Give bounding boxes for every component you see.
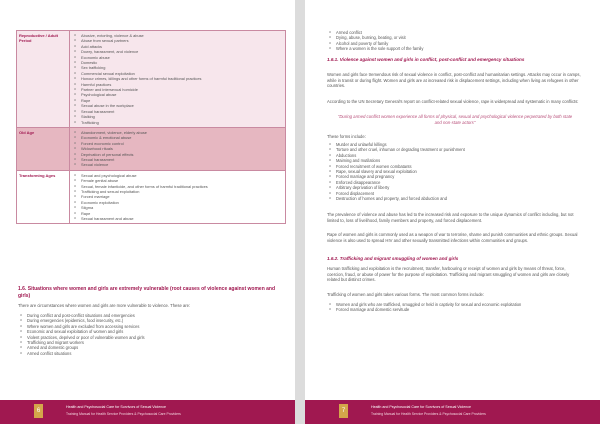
list-item: o Maiming and mutilations bbox=[327, 158, 582, 163]
list-item: o Economic & emotional abuse bbox=[72, 135, 283, 140]
list-item: o Torture and other cruel, inhuman or degrading treatment or punishment bbox=[327, 147, 582, 152]
list-item: o During emergencies (epidemics, food insecurity, etc.) bbox=[18, 318, 278, 323]
footer-title: Health and Psychosocial Care for Survivors of Sexual Violence bbox=[371, 405, 472, 409]
list-item: o Armed and domestic groups bbox=[18, 345, 278, 350]
list-item: o Armed conflict bbox=[327, 30, 582, 35]
list-item: o Stalking bbox=[72, 114, 283, 119]
conflict-forms-list bbox=[327, 142, 582, 201]
list-item: o Sexual violence bbox=[72, 162, 283, 167]
list-item: o Abusive, extorting, violence & abuse bbox=[72, 33, 283, 38]
vulnerability-list bbox=[18, 313, 278, 356]
list-item: o Forced marriage bbox=[72, 194, 283, 199]
list-item: o Trafficking bbox=[72, 120, 283, 125]
table-row bbox=[17, 31, 286, 128]
weapon-of-war-paragraph: Rape of women and girls is commonly used as a weapon of war to terrorise, shame and punish communities and ethnic groups. Sexual violence is also used to spread HIV and other sexually transmitted infections within communities and groups. bbox=[327, 232, 578, 243]
list-item: o Forced displacement bbox=[327, 191, 582, 196]
list-item: o Violent practices, deprived or poor of vulnerable women and girls bbox=[18, 335, 278, 340]
list-item: o Sexual harassment bbox=[72, 109, 283, 114]
list-item: o During conflict and post-conflict situations and emergencies bbox=[18, 313, 278, 318]
list-item: o Sexual harassment and abuse bbox=[72, 216, 283, 221]
list-item: o Honour crimes, killings and other forms of harmful traditional practices bbox=[72, 76, 283, 81]
page-footer bbox=[305, 400, 600, 424]
list-item: o Domestic bbox=[72, 60, 283, 65]
list-item: o Abandonment, violence, elderly abuse bbox=[72, 130, 283, 135]
top-cause-list bbox=[327, 30, 582, 52]
list-item: o Arbitrary deprivation of liberty bbox=[327, 185, 582, 190]
list-item: o Deprivation of personal effects bbox=[72, 152, 283, 157]
list-item: o Where women and girls are excluded from accessing services bbox=[18, 324, 278, 329]
conflict-paragraph: Women and girls face tremendous risk of sexual violence in conflict, post-conflict and humanitarian settings. Attacks may occur in camps, while in transit or during flight. Women and girls are at increased risk in displacement settings, including when living as refugees in other countries. bbox=[327, 72, 581, 89]
list-item: o Female genital abuse bbox=[72, 178, 283, 183]
list-item: o Rape bbox=[72, 98, 283, 103]
violence-types-cell bbox=[70, 127, 286, 170]
trafficking-paragraph: Human trafficking and exploitation is the recruitment, transfer, harbouring or receipt of women and girls by means of threat, force, coercion, fraud, or abuse of power for the purpose of exploitation. Trafficking and migrant smuggling of women and girls are closely related but distinct crimes. bbox=[327, 266, 570, 283]
list-item: o Where a women is the sole support of the family bbox=[327, 46, 582, 51]
list-item: o Partner and intersexual homicide bbox=[72, 87, 283, 92]
list-item: o Armed conflict situations bbox=[18, 351, 278, 356]
violence-types-cell bbox=[70, 170, 286, 224]
list-item: o Stigma bbox=[72, 205, 283, 210]
list-item: o Enforced disappearance bbox=[327, 180, 582, 185]
subsection-heading-1-6-1: 1.6.1. Violence against women and girls in conflict, post-conflict and emergency situations bbox=[327, 57, 525, 62]
life-stage-label: Old Age bbox=[17, 127, 70, 170]
list-item: o Psychological abuse bbox=[72, 92, 283, 97]
list-item: o Economic abuse bbox=[72, 55, 283, 60]
table-row bbox=[17, 170, 286, 224]
subsection-heading-1-6-2: 1.6.2. Trafficking and migrant smuggling of women and girls bbox=[327, 256, 459, 261]
footer-title: Health and Psychosocial Care for Survivors of Sexual Violence bbox=[66, 405, 167, 409]
list-item: o Sex trafficking bbox=[72, 65, 283, 70]
secretary-general-paragraph: According to the UN Secretary General's report on conflict-related sexual violence, rape is widespread and systematic in many conflicts: bbox=[327, 99, 579, 104]
list-item: o Sexual, female infanticide, and other forms of harmful traditional practices bbox=[72, 184, 283, 189]
list-item: o Economic exploitation bbox=[72, 200, 283, 205]
list-item: o Abductions bbox=[327, 153, 582, 158]
list-item: o Destruction of homes and property, and forced abduction and bbox=[327, 196, 582, 201]
life-stage-label: Reproductive / Adult Period bbox=[17, 31, 70, 128]
right-page bbox=[305, 0, 600, 424]
list-item: o Dowry, harassment, and violence bbox=[72, 49, 283, 54]
list-item: o Alcohol and poverty of family bbox=[327, 41, 582, 46]
list-item: o Sexual harassment bbox=[72, 157, 283, 162]
section-heading-1-6: 1.6. Situations where women and girls are extremely vulnerable (root causes of violence against women and girls) bbox=[18, 286, 276, 299]
left-page bbox=[0, 0, 295, 424]
list-item: o Forced economic control bbox=[72, 141, 283, 146]
list-item: o Sexual abuse in the workplace bbox=[72, 103, 283, 108]
violence-types-cell bbox=[70, 31, 286, 128]
list-item: o Economic and sexual exploitation of women and girls bbox=[18, 329, 278, 334]
forms-intro: These forms include: bbox=[327, 134, 366, 139]
list-item: o Acid attacks bbox=[72, 44, 283, 49]
list-item: o Trafficking and sexual exploitation bbox=[72, 189, 283, 194]
list-item: o Trafficking and migrant workers bbox=[18, 340, 278, 345]
footer-subtitle: Training Manual for Health Service Providers & Psychosocial Care Providers bbox=[371, 412, 486, 416]
list-item: o Forced marriage and pregnancy bbox=[327, 174, 582, 179]
trafficking-forms-list bbox=[327, 302, 582, 313]
pull-quote: "During armed conflict women experience all forms of physical, sexual and psychological violence perpetrated by both state and non-state actors" bbox=[337, 114, 573, 125]
violence-type-list bbox=[72, 130, 283, 168]
vulnerability-intro: There are circumstances where women and girls are more vulnerable to violence. These are: bbox=[18, 303, 191, 308]
table-row bbox=[17, 127, 286, 170]
footer-subtitle: Training Manual for Health Service Providers & Psychosocial Care Providers bbox=[66, 412, 181, 416]
list-item: o Harmful practices bbox=[72, 82, 283, 87]
list-item: o Forced marriage and domestic servitude bbox=[327, 307, 582, 312]
violence-lifecycle-table bbox=[16, 30, 286, 224]
list-item: o Abuse from sexual partners bbox=[72, 38, 283, 43]
violence-type-list bbox=[72, 173, 283, 222]
list-item: o Rape, sexual slavery and sexual exploitation bbox=[327, 169, 582, 174]
list-item: o Women and girls who are trafficked, smuggled or held in captivity for sexual and economic exploitation bbox=[327, 302, 582, 307]
list-item: o Forced recruitment of women combatants bbox=[327, 164, 582, 169]
page-footer bbox=[0, 400, 295, 424]
list-item: o Commercial sexual exploitation bbox=[72, 71, 283, 76]
list-item: o Sexual and psychological abuse bbox=[72, 173, 283, 178]
trafficking-forms-intro: Trafficking of women and girls takes various forms. The most common forms include: bbox=[327, 292, 485, 297]
life-stage-label: Transforming Ages bbox=[17, 170, 70, 224]
page-number: 7 bbox=[339, 404, 348, 418]
prevalence-paragraph: The prevalence of violence and abuse has led to the increased risk and exposure to the unique dynamics of conflict including, but not limited to, loss of livelihood, family members and property, and forced displacement. bbox=[327, 212, 574, 223]
list-item: o Murder and unlawful killings bbox=[327, 142, 582, 147]
list-item: o Rape bbox=[72, 211, 283, 216]
list-item: o Widowhood rituals bbox=[72, 146, 283, 151]
violence-type-list bbox=[72, 33, 283, 125]
list-item: o Dying, abuse, burning, beating, or visit bbox=[327, 35, 582, 40]
page-number: 6 bbox=[34, 404, 43, 418]
